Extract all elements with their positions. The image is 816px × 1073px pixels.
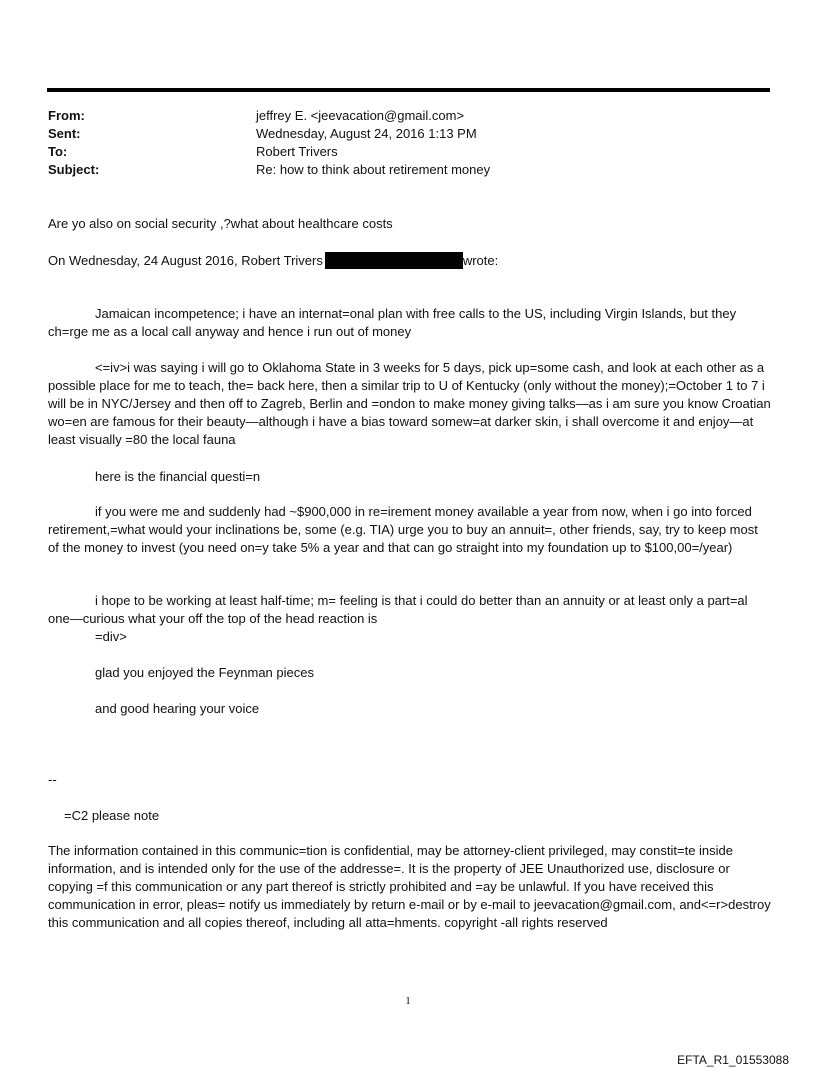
redaction-box (325, 252, 463, 269)
signature-dashes: -- (48, 772, 57, 787)
subject-value: Re: how to think about retirement money (256, 162, 491, 177)
quoted-paragraph-2: <=iv>i was saying i will go to Oklahoma State in 3 weeks for 5 days, pick up=some cash, and look at each other as a possible place for me to teach, the= back here, then a similar trip to U of Kentucky (only without the money);=October 1 to 7 i will be in NYC/Jersey and then off to Zagreb, Berlin and =ondon to make money giving talks—as i am sure you know Croatian wo=en are famous for their beauty—although i have a bias toward somew=at darker skin, i shall overcome it and enjoy—at least visually =80 the local fauna (48, 360, 771, 447)
quote-intro (48, 252, 772, 270)
from-label: From: (48, 108, 85, 123)
quoted-paragraph-6: glad you enjoyed the Feynman pieces (95, 665, 314, 680)
header-rule (47, 88, 770, 92)
to-label: To: (48, 144, 68, 159)
page-number: 1 (405, 995, 411, 1007)
sent-label: Sent: (48, 126, 81, 141)
bates-number: EFTA_R1_01553088 (677, 1053, 789, 1067)
subject-label: Subject: (48, 162, 100, 177)
quote-intro-after: wrote: (462, 253, 499, 268)
quoted-paragraph-7: and good hearing your voice (95, 701, 260, 716)
sent-value: Wednesday, August 24, 2016 1:13 PM (256, 126, 477, 141)
to-value: Robert Trivers (256, 144, 338, 159)
quoted-paragraph-3: here is the financial questi=n (95, 469, 261, 484)
please-note: =C2 please note (64, 808, 160, 823)
div-line: =div> (95, 629, 127, 644)
quote-intro-before: On Wednesday, 24 August 2016, Robert Trivers (48, 253, 323, 268)
quoted-paragraph-1: Jamaican incompetence; i have an internat=onal plan with free calls to the US, including Virgin Islands, but they ch=rge me as a local call anyway and hence i run out of money (48, 306, 737, 339)
disclaimer-text: The information contained in this communic=tion is confidential, may be attorney-client privileged, may constit=te inside information, and is intended only for the use of the addresse=. It is the property of JEE Unauthorized use, disclosure or copying =f this communication or any part thereof is strictly prohibited and =ay be unlawful. If you have received this communication in error, pleas= notify us immediately by return e-mail or by e-mail to jeevacation@gmail.com, and<=r>destroy this communication and all copies thereof, including all atta=hments. copyright -all rights reserved (48, 843, 771, 930)
reply-text: Are yo also on social security ,?what about healthcare costs (48, 216, 393, 231)
quoted-paragraph-4: if you were me and suddenly had ~$900,000 in re=irement money available a year from now, when i go into forced retirement,=what would your inclinations be, some (e.g. TIA) urge you to buy an annuit=, other friends, say, try to keep most of the money to invest (you need on=y take 5% a year and that can go straight into my foundation up to $100,00=/year) (48, 504, 758, 555)
from-value: jeffrey E. <jeevacation@gmail.com> (256, 108, 465, 123)
quoted-paragraph-5: i hope to be working at least half-time; m= feeling is that i could do better than an annuity or at least only a part=al one—curious what your off the top of the head reaction is (48, 593, 748, 626)
